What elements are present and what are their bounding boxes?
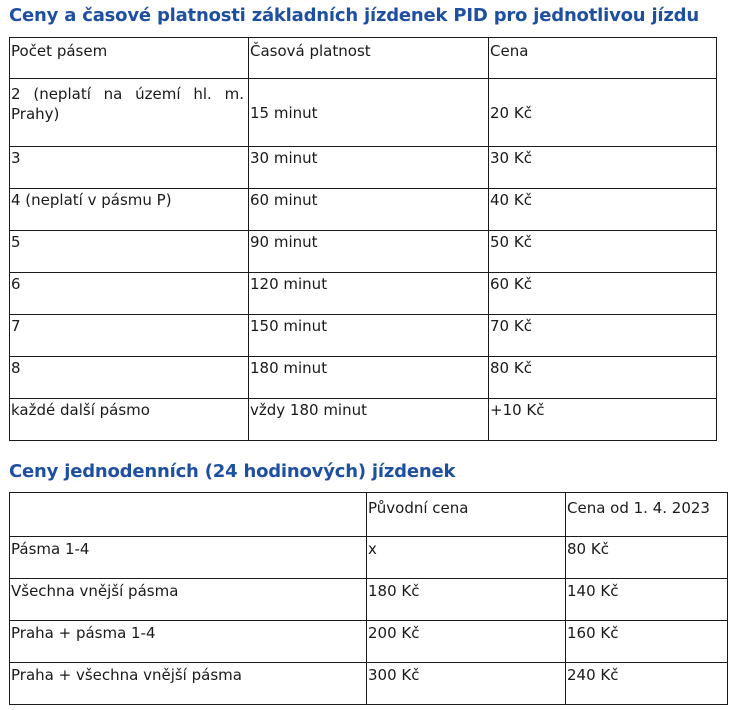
header-new-price: Cena od 1. 4. 2023 bbox=[566, 493, 728, 537]
zones-cell: 6 bbox=[10, 273, 249, 315]
price-cell: 40 Kč bbox=[489, 189, 717, 231]
zones-cell: 3 bbox=[10, 147, 249, 189]
table-row bbox=[10, 231, 717, 273]
validity-cell: vždy 180 minut bbox=[249, 399, 489, 441]
header-validity: Časová platnost bbox=[249, 38, 489, 79]
validity-cell: 90 minut bbox=[249, 231, 489, 273]
zones-cell: 7 bbox=[10, 315, 249, 357]
zone-group-cell: Pásma 1-4 bbox=[10, 537, 367, 579]
table-row bbox=[10, 621, 728, 663]
table-row bbox=[10, 579, 728, 621]
new-price-cell: 140 Kč bbox=[566, 579, 728, 621]
zones-cell: 4 (neplatí v pásmu P) bbox=[10, 189, 249, 231]
price-cell: 70 Kč bbox=[489, 315, 717, 357]
validity-cell: 60 minut bbox=[249, 189, 489, 231]
zones-cell: 2 (neplatí na území hl. m. Prahy) bbox=[10, 79, 249, 147]
table-header-row bbox=[10, 38, 717, 79]
validity-cell: 180 minut bbox=[249, 357, 489, 399]
table-row bbox=[10, 315, 717, 357]
zone-group-cell: Všechna vnější pásma bbox=[10, 579, 367, 621]
original-price-cell: x bbox=[367, 537, 566, 579]
single-ticket-heading: Ceny a časové platnosti základních jízdenek PID pro jednotlivou jízdu bbox=[9, 5, 699, 26]
table-row bbox=[10, 663, 728, 705]
header-zones: Počet pásem bbox=[10, 38, 249, 79]
table-row bbox=[10, 189, 717, 231]
header-zone-group bbox=[10, 493, 367, 537]
original-price-cell: 180 Kč bbox=[367, 579, 566, 621]
price-cell: 30 Kč bbox=[489, 147, 717, 189]
zone-group-cell: Praha + pásma 1-4 bbox=[10, 621, 367, 663]
new-price-cell: 160 Kč bbox=[566, 621, 728, 663]
single-ticket-table bbox=[9, 37, 717, 441]
table-row bbox=[10, 147, 717, 189]
validity-cell: 30 minut bbox=[249, 147, 489, 189]
validity-cell: 120 minut bbox=[249, 273, 489, 315]
zones-cell: každé další pásmo bbox=[10, 399, 249, 441]
price-cell: 80 Kč bbox=[489, 357, 717, 399]
table-row bbox=[10, 357, 717, 399]
new-price-cell: 80 Kč bbox=[566, 537, 728, 579]
zones-cell: 8 bbox=[10, 357, 249, 399]
price-cell: 60 Kč bbox=[489, 273, 717, 315]
header-price: Cena bbox=[489, 38, 717, 79]
table-row bbox=[10, 273, 717, 315]
validity-cell: 15 minut bbox=[249, 79, 489, 147]
validity-cell: 150 minut bbox=[249, 315, 489, 357]
price-cell: 20 Kč bbox=[489, 79, 717, 147]
zones-cell: 5 bbox=[10, 231, 249, 273]
price-cell: 50 Kč bbox=[489, 231, 717, 273]
table-row bbox=[10, 399, 717, 441]
day-ticket-table bbox=[9, 492, 728, 705]
day-ticket-heading: Ceny jednodenních (24 hodinových) jízdenek bbox=[9, 461, 456, 482]
price-cell: +10 Kč bbox=[489, 399, 717, 441]
header-original-price: Původní cena bbox=[367, 493, 566, 537]
table-row bbox=[10, 537, 728, 579]
new-price-cell: 240 Kč bbox=[566, 663, 728, 705]
table-header-row bbox=[10, 493, 728, 537]
original-price-cell: 200 Kč bbox=[367, 621, 566, 663]
original-price-cell: 300 Kč bbox=[367, 663, 566, 705]
zone-group-cell: Praha + všechna vnější pásma bbox=[10, 663, 367, 705]
table-row bbox=[10, 79, 717, 147]
